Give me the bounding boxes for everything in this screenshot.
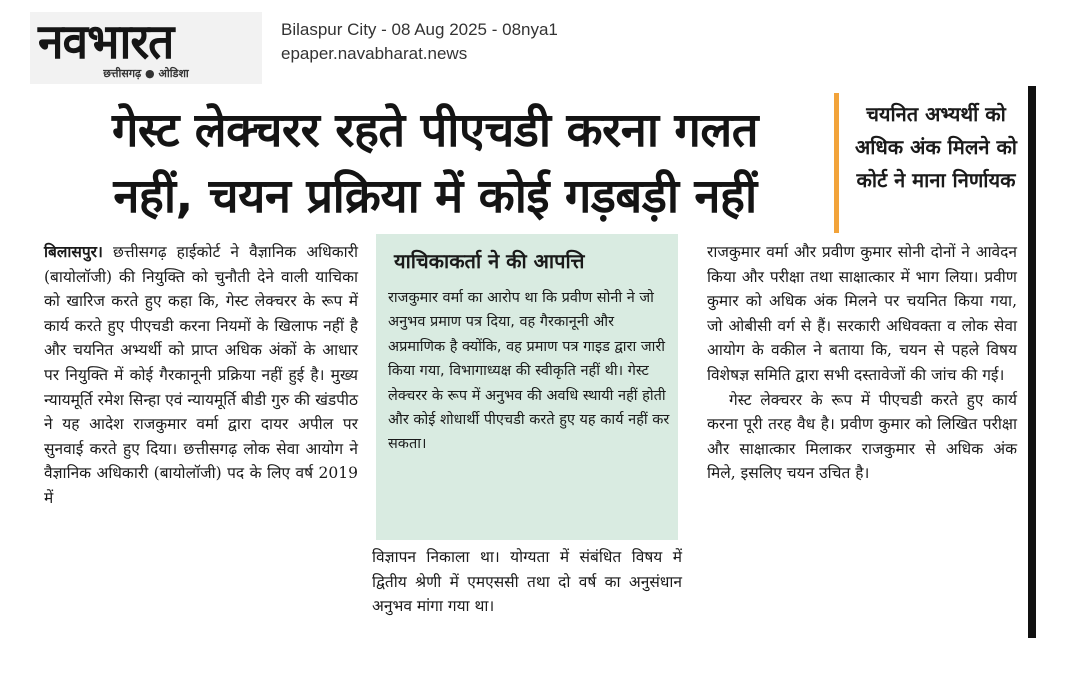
edition-info (281, 18, 558, 66)
sidebar-box-title: याचिकाकर्ता ने की आपत्ति (394, 249, 585, 273)
sidebar-box-body: राजकुमार वर्मा का आरोप था कि प्रवीण सोनी ने जो अनुभव प्रमाण पत्र दिया, वह गैरकानूनी और अप्रमाणिक है क्योंकि, वह प्रमाण पत्र गाइड द्वारा जारी किया गया, विभागाध्यक्ष की स्वीकृति नहीं थी। गेस्ट लेक्चरर के रूप में अनुभव की अवधि स्थायी नहीं होती और कोई शोधार्थी पीएचडी करते हुए यह कार्य नहीं कर सकता। (388, 290, 670, 453)
column-1-text: छत्तीसगढ़ हाईकोर्ट ने वैज्ञानिक अधिकारी (बायोलॉजी) की नियुक्ति को चुनौती देने वाली याचिका को खारिज करते हुए कहा कि, गेस्ट लेक्चरर के रूप में कार्य करते हुए पीएचडी करना नियमों के खिलाफ नहीं है और चयनित अभ्यर्थी को प्राप्त अधिक अंकों के आधार पर नियुक्ति में कोई गैरकानूनी प्रक्रिया नहीं हुई है। मुख्य न्यायमूर्ति रमेश सिन्हा एवं न्यायमूर्ति बीडी गुरु की खंडपीठ ने यह आदेश राजकुमार वर्मा द्वारा दायर अपील पर सुनवाई करते हुए दिया। छत्तीसगढ़ लोक सेवा आयोग ने वैज्ञानिक अधिकारी (बायोलॉजी) पद के लिए वर्ष 2019 में (44, 243, 359, 507)
headline (40, 98, 830, 230)
masthead-tagline: छत्तीसगढ़ ● ओडिशा (103, 67, 189, 80)
article-column-3 (707, 240, 1017, 486)
dateline: बिलासपुर। (44, 242, 103, 261)
column-3-paragraph-2: गेस्ट लेक्चरर के रूप में पीएचडी करते हुए कार्य करना पूरी तरह वैध है। प्रवीण कुमार को लिखित परीक्षा और साक्षात्कार मिलाकर राजकुमार से अधिक अंक मिले, इसलिए चयन उचित है। (707, 390, 1017, 483)
newspaper-logo: नवभारत (38, 12, 174, 70)
article-column-1 (44, 240, 358, 511)
masthead (30, 12, 262, 84)
edition-date-line: Bilaspur City - 08 Aug 2025 - 08nya1 (281, 20, 558, 39)
article-column-2 (372, 545, 682, 619)
headline-line-2: नहीं, चयन प्रक्रिया में कोई गड़बड़ी नहीं (113, 169, 757, 224)
accent-rule (834, 93, 839, 233)
epaper-url: epaper.navabharat.news (281, 44, 468, 63)
column-2-text: विज्ञापन निकाला था। योग्यता में संबंधित विषय में द्वितीय श्रेणी में एमएससी तथा दो वर्ष का अनुसंधान अनुभव मांगा गया था। (372, 548, 682, 616)
sidebar-box (376, 234, 678, 540)
page-edge-bar (1028, 86, 1036, 638)
article-paragraph (44, 240, 358, 511)
headline-line-1: गेस्ट लेक्चरर रहते पीएचडी करना गलत (111, 103, 759, 158)
deck-subheading: चयनित अभ्यर्थी को अधिक अंक मिलने को कोर्ट ने माना निर्णायक (855, 102, 1017, 192)
column-3-paragraph-1: राजकुमार वर्मा और प्रवीण कुमार सोनी दोनों ने आवेदन किया और परीक्षा तथा साक्षात्कार में भाग लिया। प्रवीण कुमार को अधिक अंक मिलने पर चयनित किया गया, जो ओबीसी वर्ग से हैं। सरकारी अधिवक्ता व लोक सेवा आयोग के वकील ने बताया कि, चयन से पहले विषय विशेषज्ञ समिति द्वारा सभी दस्तावेजों की जांच की गई। (707, 243, 1017, 384)
